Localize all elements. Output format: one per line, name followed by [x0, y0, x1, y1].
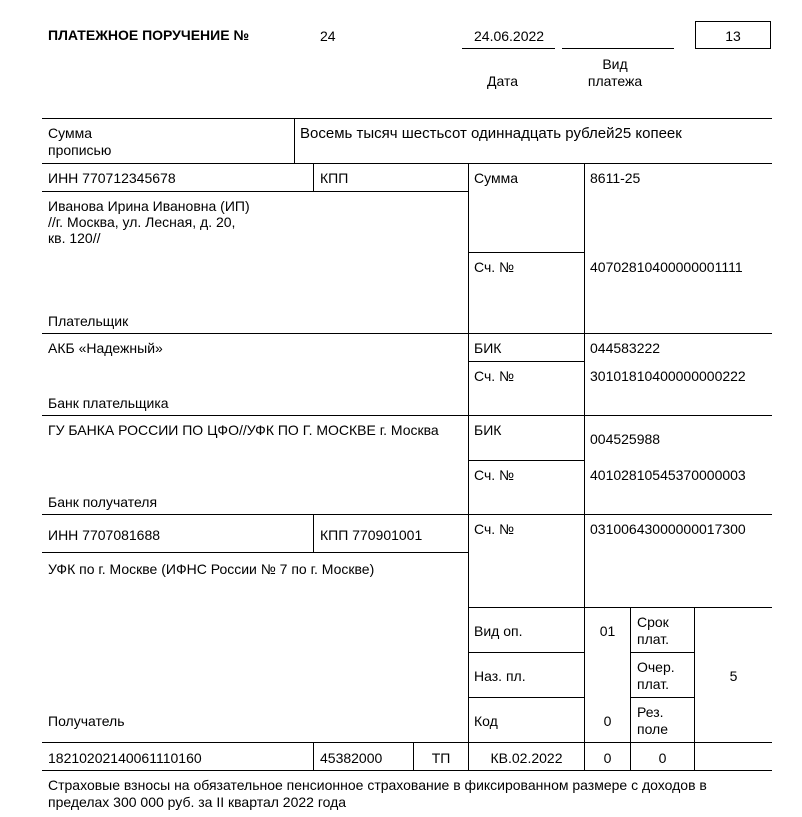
rule-payer-bank	[42, 415, 772, 416]
payer-name: Иванова Ирина Ивановна (ИП) //г. Москва, ул. Лесная, д. 20, кв. 120//	[48, 198, 250, 246]
recipient-account: 03100643000000017300	[590, 521, 746, 537]
rule-details-col3	[630, 607, 631, 743]
recipient-bank-bik-label: БИК	[474, 422, 502, 438]
sum-label: Сумма	[474, 170, 518, 186]
payment-purpose: Страховые взносы на обязательное пенсионное страхование в фиксированном размере с доходов в пределах 300 000 руб. за II квартал 2022 года	[48, 777, 707, 810]
payment-type-label: Вид платежа	[587, 56, 643, 89]
rule-payer	[42, 333, 772, 334]
rule-recipient-bank	[42, 514, 772, 515]
payer-label: Плательщик	[48, 313, 129, 329]
rule-tax-row-top	[42, 742, 772, 743]
payer-inn: ИНН 770712345678	[48, 170, 176, 186]
rule-value-vertical	[584, 163, 585, 743]
rule-tax-row-bottom	[42, 770, 772, 771]
rule-details-row2-right	[630, 697, 695, 698]
rule-payer-kpp	[313, 163, 314, 192]
rule-amount-words	[42, 163, 772, 164]
kbk: 18210202140061110160	[48, 750, 202, 766]
date-label: Дата	[487, 73, 519, 89]
recipient-bank-name: ГУ БАНКА РОССИИ ПО ЦФО//УФК ПО Г. МОСКВЕ г. Москва	[48, 422, 439, 438]
recipient-bank-bik: 004525988	[590, 431, 661, 447]
tax-doc-number: 0	[603, 750, 612, 766]
rule-payer-bik	[468, 361, 585, 362]
payer-bank-name: АКБ «Надежный»	[48, 340, 163, 356]
recipient-account-label: Сч. №	[474, 521, 515, 537]
rule-top	[42, 118, 772, 119]
order-label: Очер. плат.	[637, 659, 675, 692]
rule-details-row2-left	[468, 697, 585, 698]
payer-account-label: Сч. №	[474, 259, 515, 275]
payer-bank-bik-label: БИК	[474, 340, 502, 356]
amount-words-value: Восемь тысяч шестьсот одиннадцать рублей25 копеек	[300, 125, 682, 142]
recipient-name: УФК по г. Москве (ИФНС России № 7 по г. Москве)	[48, 561, 375, 577]
recipient-bank-account-label: Сч. №	[474, 467, 515, 483]
op-type: 01	[599, 623, 616, 639]
rule-details-row1-right	[630, 652, 695, 653]
payment-date: 24.06.2022	[474, 28, 545, 44]
payer-bank-account-label: Сч. №	[474, 368, 515, 384]
tax-basis: ТП	[431, 750, 451, 766]
rule-amount-words-divider	[294, 118, 295, 164]
tax-doc-date: 0	[658, 750, 667, 766]
rule-details-top	[468, 607, 772, 608]
rule-tax-col6	[694, 742, 695, 771]
reserve-label: Рез. поле	[637, 704, 669, 737]
amount-words-label: Сумма прописью	[48, 125, 112, 158]
rule-tax-col1	[313, 742, 314, 771]
payer-kpp: КПП	[320, 170, 349, 186]
oktmo: 45382000	[320, 750, 383, 766]
rule-details-row1-left	[468, 652, 585, 653]
order-value: 5	[729, 668, 738, 684]
code-value: 0	[603, 713, 612, 729]
document-number: 24	[320, 28, 336, 44]
recipient-kpp: КПП 770901001	[320, 527, 423, 543]
rule-payer-inn	[42, 191, 469, 192]
payer-bank-label: Банк плательщика	[48, 395, 169, 411]
recipient-label: Получатель	[48, 713, 125, 729]
date-underline	[462, 48, 555, 49]
purpose-type-label: Наз. пл.	[474, 668, 526, 684]
rule-sum	[468, 252, 585, 253]
payer-bank-bik: 044583222	[590, 340, 661, 356]
document-title: ПЛАТЕЖНОЕ ПОРУЧЕНИЕ №	[48, 27, 250, 43]
payer-bank-account: 30101810400000000222	[590, 368, 746, 384]
due-label: Срок плат.	[637, 614, 669, 647]
op-type-label: Вид оп.	[474, 623, 523, 639]
code-label: Код	[474, 713, 498, 729]
payment-type-underline	[562, 48, 674, 49]
sum-value: 8611-25	[590, 170, 641, 186]
recipient-bank-account: 40102810545370000003	[590, 467, 746, 483]
status-code: 13	[725, 28, 741, 44]
rule-recipient-bik	[468, 460, 585, 461]
rule-recipient-inn	[42, 552, 469, 553]
payer-account: 40702810400000001111	[590, 259, 743, 275]
tax-period: КВ.02.2022	[490, 750, 563, 766]
recipient-bank-label: Банк получателя	[48, 494, 158, 510]
recipient-inn: ИНН 7707081688	[48, 527, 161, 543]
rule-recipient-kpp	[313, 514, 314, 553]
rule-mid-vertical	[468, 163, 469, 743]
